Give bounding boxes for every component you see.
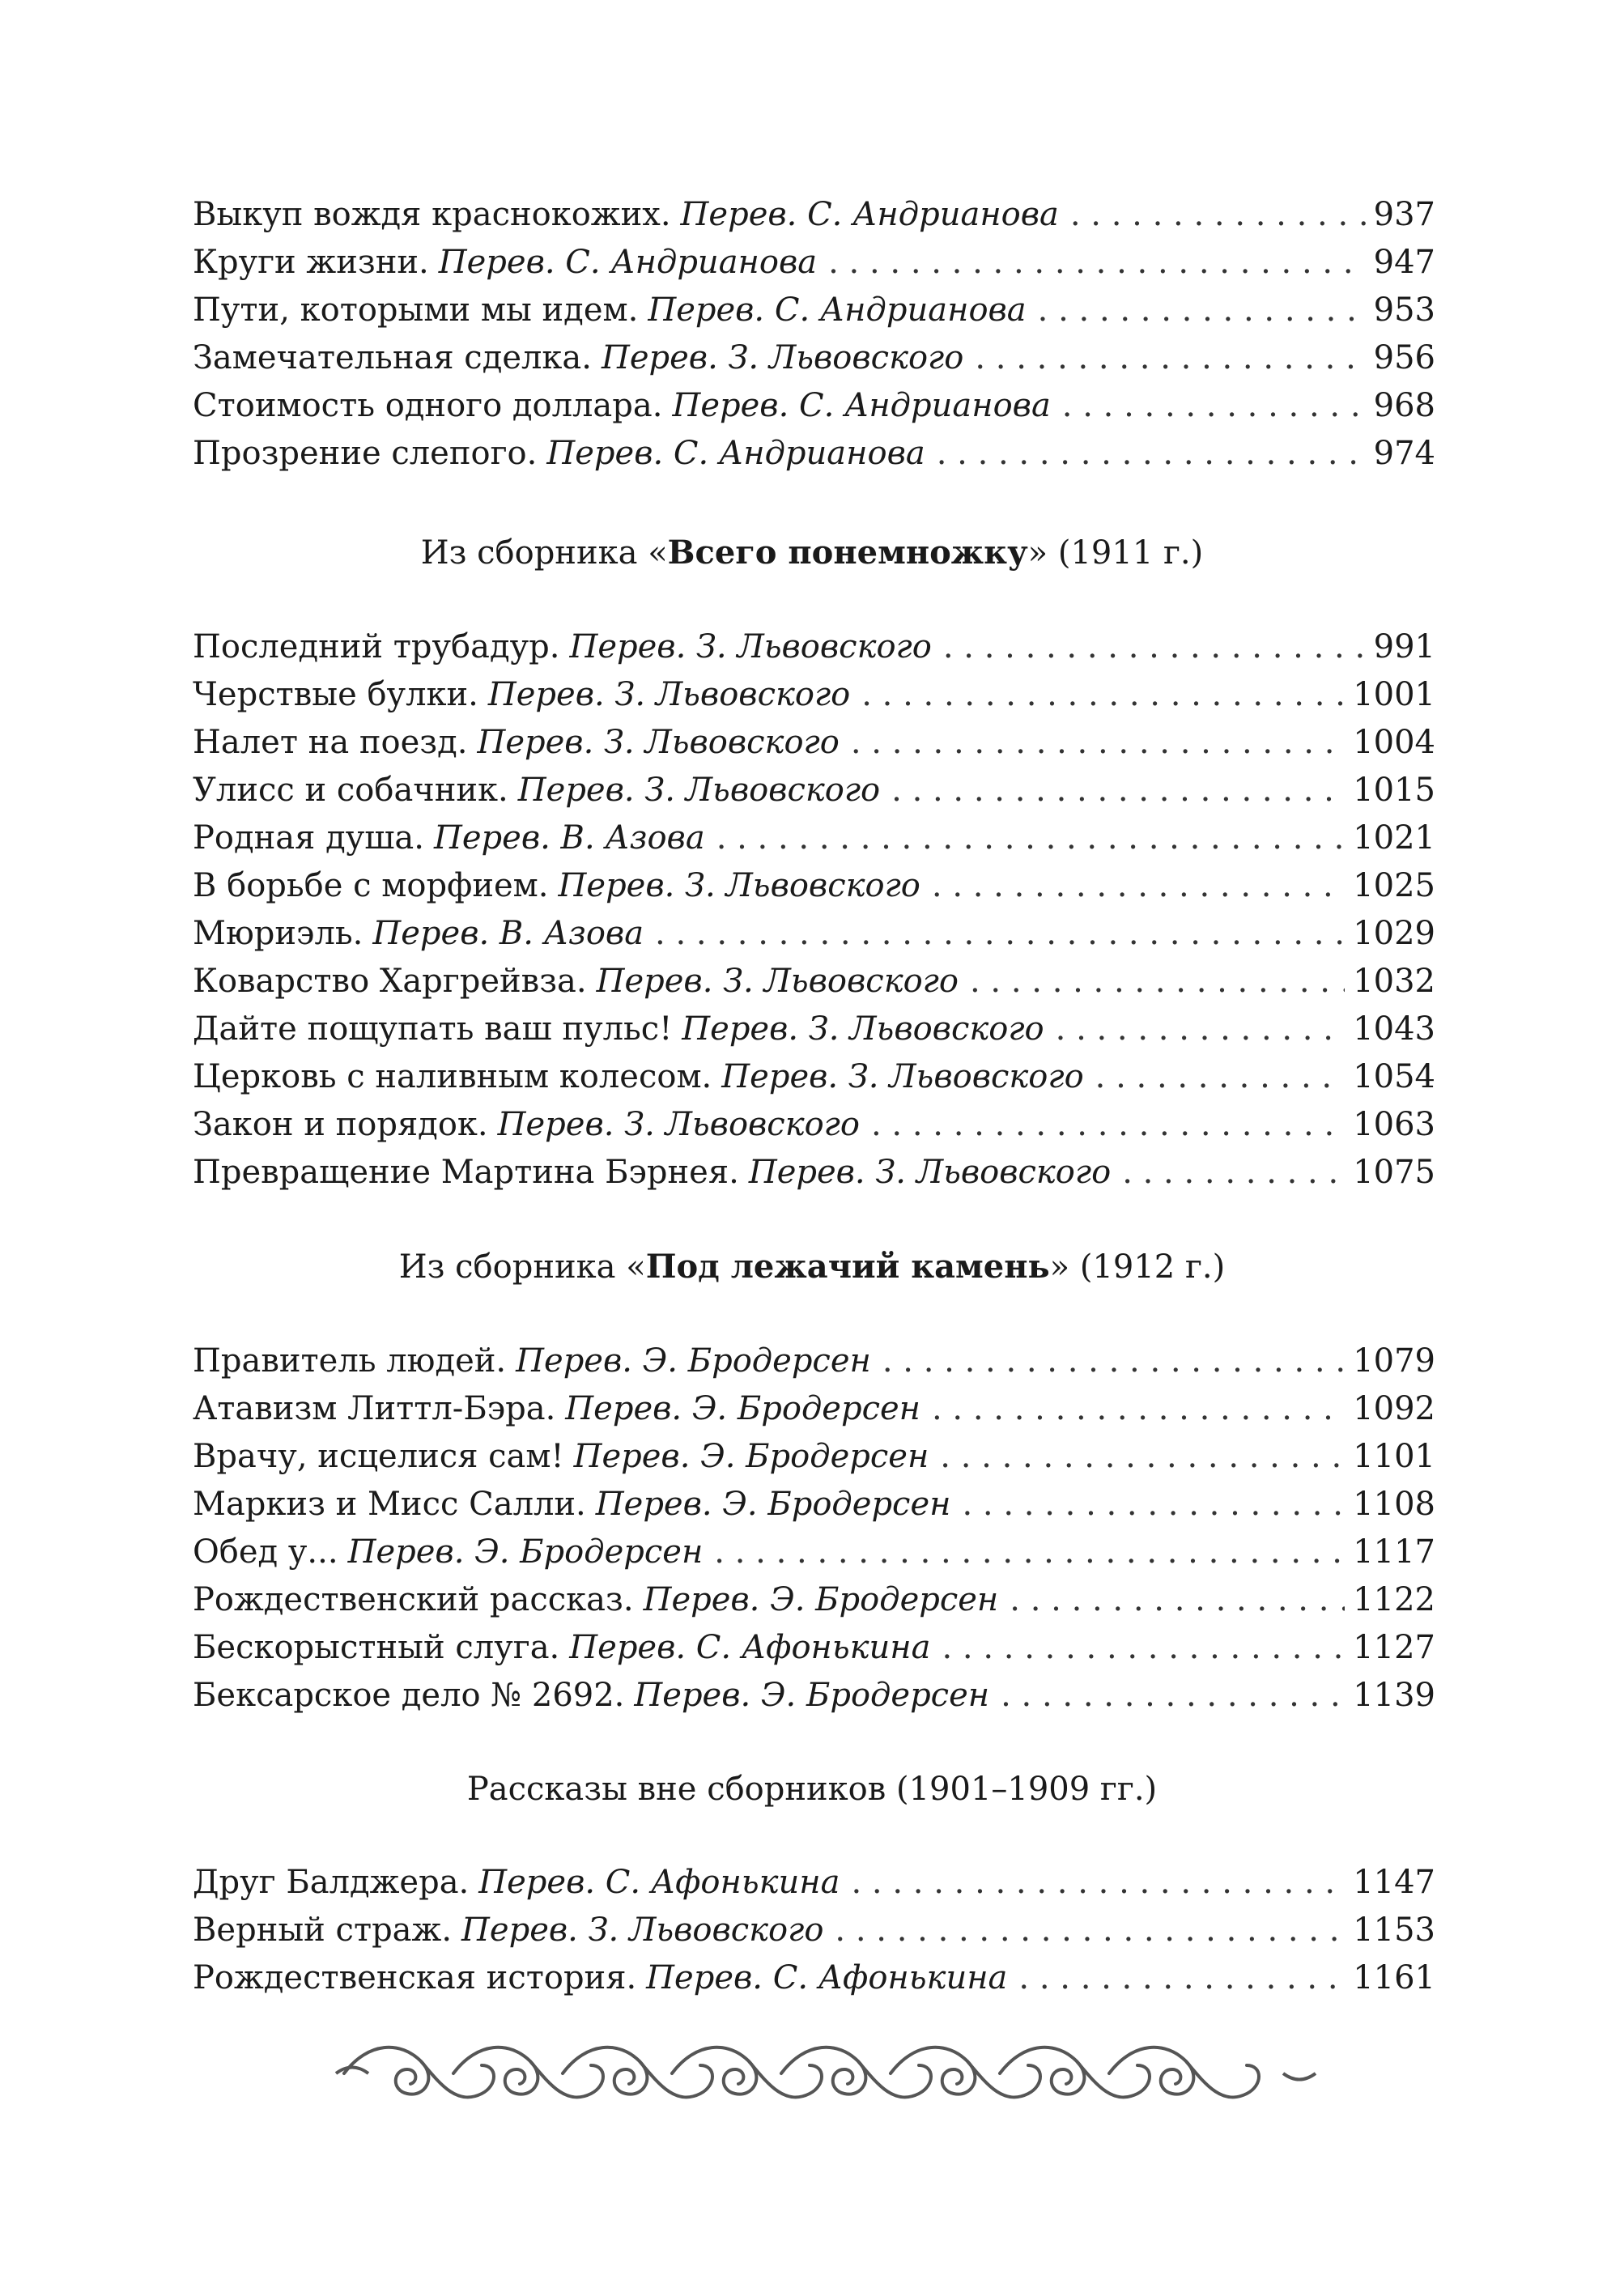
- entry-translator: Перев. З. Львовского: [517, 772, 881, 809]
- entry-translator: Перев. С. Андрианова: [672, 387, 1051, 424]
- entry-title: Прозрение слепого.: [193, 435, 538, 472]
- entry-title: Улисс и собачник.: [193, 772, 508, 809]
- dot-leader: [942, 1624, 1346, 1672]
- entry-page-number: 1147: [1353, 1864, 1435, 1901]
- toc-entry[interactable]: [193, 862, 1435, 910]
- entry-title: Последний трубадур.: [193, 628, 560, 665]
- heading-collection-name: Под лежачий камень: [645, 1248, 1050, 1286]
- entry-title: Коварство Харгрейвза.: [193, 963, 587, 1000]
- toc-entry[interactable]: [193, 191, 1435, 239]
- entry-translator: Перев. С. Андрианова: [438, 244, 818, 281]
- entry-title: В борьбе с морфием.: [193, 867, 549, 904]
- toc-entry[interactable]: [193, 1907, 1435, 1954]
- entry-page-number: 991: [1373, 628, 1435, 665]
- dot-leader: [835, 1907, 1345, 1954]
- entry-title: Церковь с наливным колесом.: [193, 1058, 712, 1095]
- entry-title: Бексарское дело № 2692.: [193, 1677, 625, 1714]
- dot-leader: [1018, 1954, 1345, 2002]
- entry-page-number: 1001: [1353, 676, 1435, 713]
- dot-leader: [828, 239, 1366, 287]
- toc-entry[interactable]: [193, 1576, 1435, 1624]
- entry-page-number: 1015: [1353, 772, 1435, 809]
- entry-page-number: 1153: [1353, 1911, 1435, 1949]
- heading-prefix: Из сборника «: [420, 534, 668, 572]
- entry-page-number: 1127: [1353, 1629, 1435, 1666]
- toc-entry[interactable]: [193, 1433, 1435, 1481]
- entry-translator: Перев. З. Львовского: [682, 1010, 1044, 1048]
- entry-title: Врачу, исцелися сам!: [193, 1438, 564, 1475]
- entry-translator: Перев. С. Андрианова: [546, 435, 925, 472]
- toc-list-block-1: [193, 623, 1435, 1197]
- dot-leader: [1062, 382, 1366, 430]
- heading-suffix: » (1911 г.): [1027, 534, 1204, 572]
- dot-leader: [891, 767, 1345, 814]
- entry-translator: Перев. С. Афонькина: [646, 1959, 1008, 1996]
- entry-page-number: 1043: [1353, 1010, 1435, 1048]
- dot-leader: [1070, 191, 1366, 239]
- entry-translator: Перев. З. Львовского: [487, 676, 851, 713]
- entry-translator: Перев. З. Львовского: [748, 1154, 1112, 1191]
- entry-page-number: 1054: [1353, 1058, 1435, 1095]
- toc-entry[interactable]: [193, 287, 1435, 334]
- dot-leader: [932, 862, 1345, 910]
- entry-translator: Перев. З. Львовского: [477, 724, 840, 761]
- dot-leader: [1095, 1053, 1346, 1101]
- toc-entry[interactable]: [193, 1053, 1435, 1101]
- entry-page-number: 1161: [1353, 1959, 1435, 1996]
- dot-leader: [1001, 1672, 1345, 1720]
- section-heading: [0, 529, 1624, 577]
- dot-leader: [970, 958, 1345, 1006]
- dot-leader: [940, 1433, 1345, 1481]
- entry-title: Превращение Мартина Бэрнея.: [193, 1154, 739, 1191]
- entry-title: Правитель людей.: [193, 1342, 507, 1380]
- dot-leader: [851, 719, 1345, 767]
- entry-translator: Перев. Э. Бродерсен: [347, 1533, 704, 1571]
- entry-translator: Перев. З. Львовского: [497, 1106, 860, 1143]
- entry-page-number: 937: [1373, 196, 1435, 233]
- toc-entry[interactable]: [193, 1954, 1435, 2002]
- toc-list-block-2: [193, 1337, 1435, 1720]
- dot-leader: [714, 1529, 1345, 1576]
- entry-title: Рождественский рассказ.: [193, 1581, 634, 1618]
- toc-entry[interactable]: [193, 767, 1435, 814]
- entry-translator: Перев. С. Афонькина: [478, 1864, 840, 1901]
- heading-prefix: Из сборника «: [398, 1248, 646, 1286]
- toc-entry[interactable]: [193, 958, 1435, 1006]
- entry-page-number: 947: [1373, 244, 1435, 281]
- entry-page-number: 956: [1373, 339, 1435, 376]
- dot-leader: [871, 1101, 1345, 1149]
- entry-title: Пути, которыми мы идем.: [193, 291, 639, 329]
- entry-title: Атавизм Литтл-Бэра.: [193, 1390, 556, 1427]
- section-heading: [0, 1765, 1624, 1814]
- entry-translator: Перев. Э. Бродерсен: [595, 1486, 951, 1523]
- entry-translator: Перев. Э. Бродерсен: [643, 1581, 999, 1618]
- entry-translator: Перев. З. Львовского: [569, 628, 932, 665]
- entry-title: Замечательная сделка.: [193, 339, 592, 376]
- toc-entry[interactable]: [193, 623, 1435, 671]
- toc-entry[interactable]: [193, 910, 1435, 958]
- toc-list-block-3: [193, 1859, 1435, 2002]
- toc-entry[interactable]: [193, 239, 1435, 287]
- dot-leader: [962, 1481, 1345, 1529]
- entry-title: Верный страж.: [193, 1911, 453, 1949]
- toc-entry[interactable]: [193, 719, 1435, 767]
- toc-entry[interactable]: [193, 671, 1435, 719]
- toc-list-block-0: [193, 191, 1435, 478]
- entry-translator: Перев. З. Львовского: [558, 867, 920, 904]
- dot-leader: [1122, 1149, 1345, 1197]
- entry-title: Рождественская история.: [193, 1959, 637, 1996]
- dot-leader: [716, 814, 1346, 862]
- entry-translator: Перев. С. Афонькина: [569, 1629, 931, 1666]
- entry-title: Выкуп вождя краснокожих.: [193, 196, 671, 233]
- entry-translator: Перев. С. Андрианова: [680, 196, 1059, 233]
- entry-page-number: 1108: [1353, 1486, 1435, 1523]
- entry-page-number: 1092: [1353, 1390, 1435, 1427]
- entry-title: Мюриэль.: [193, 915, 363, 952]
- dot-leader: [943, 623, 1366, 671]
- toc-entry[interactable]: [193, 1529, 1435, 1576]
- entry-title: Стоимость одного доллара.: [193, 387, 663, 424]
- heading-suffix: » (1912 г.): [1049, 1248, 1226, 1286]
- toc-entry[interactable]: [193, 1149, 1435, 1197]
- entry-page-number: 953: [1373, 291, 1435, 329]
- toc-entry[interactable]: [193, 814, 1435, 862]
- entry-title: Бескорыстный слуга.: [193, 1629, 560, 1666]
- entry-page-number: 1029: [1353, 915, 1435, 952]
- toc-entry[interactable]: [193, 1006, 1435, 1053]
- entry-translator: Перев. В. Азова: [372, 915, 644, 952]
- entry-title: Дайте пощупать ваш пульс!: [193, 1010, 673, 1048]
- entry-page-number: 1025: [1353, 867, 1435, 904]
- entry-translator: Перев. Э. Бродерсен: [634, 1677, 990, 1714]
- spiral-wave-ornament-icon: [328, 2037, 1324, 2110]
- dot-leader: [851, 1859, 1345, 1907]
- heading-collection-name: Всего понемножку: [667, 534, 1028, 572]
- entry-title: Налет на поезд.: [193, 724, 468, 761]
- entry-translator: Перев. С. Андрианова: [648, 291, 1027, 329]
- entry-page-number: 1004: [1353, 724, 1435, 761]
- entry-page-number: 1021: [1353, 819, 1435, 857]
- entry-page-number: 1139: [1353, 1677, 1435, 1714]
- entry-title: Круги жизни.: [193, 244, 429, 281]
- entry-title: Закон и порядок.: [193, 1106, 488, 1143]
- dot-leader: [861, 671, 1345, 719]
- dot-leader: [882, 1337, 1345, 1385]
- toc-entry[interactable]: [193, 1859, 1435, 1907]
- dot-leader: [932, 1385, 1345, 1433]
- dot-leader: [1038, 287, 1366, 334]
- entry-page-number: 1032: [1353, 963, 1435, 1000]
- entry-page-number: 1122: [1353, 1581, 1435, 1618]
- entry-title: Маркиз и Мисс Салли.: [193, 1486, 586, 1523]
- entry-translator: Перев. Э. Бродерсен: [573, 1438, 929, 1475]
- entry-translator: Перев. З. Львовского: [596, 963, 959, 1000]
- entry-translator: Перев. З. Львовского: [601, 339, 964, 376]
- entry-translator: Перев. З. Львовского: [721, 1058, 1084, 1095]
- heading-prefix: Рассказы вне сборников (1901–1909 гг.): [466, 1771, 1158, 1808]
- toc-entry[interactable]: [193, 1624, 1435, 1672]
- entry-title: Обед у...: [193, 1533, 338, 1571]
- toc-entry[interactable]: [193, 1385, 1435, 1433]
- entry-translator: Перев. В. Азова: [434, 819, 705, 857]
- dot-leader: [655, 910, 1345, 958]
- entry-page-number: 974: [1373, 435, 1435, 472]
- entry-translator: Перев. Э. Бродерсен: [565, 1390, 920, 1427]
- toc-entry[interactable]: [193, 334, 1435, 382]
- dot-leader: [1056, 1006, 1346, 1053]
- dot-leader: [1010, 1576, 1345, 1624]
- toc-entry[interactable]: [193, 430, 1435, 478]
- toc-entry[interactable]: [193, 1101, 1435, 1149]
- toc-entry[interactable]: [193, 382, 1435, 430]
- toc-entry[interactable]: [193, 1481, 1435, 1529]
- entry-title: Друг Балджера.: [193, 1864, 470, 1901]
- toc-entry[interactable]: [193, 1672, 1435, 1720]
- entry-translator: Перев. Э. Бродерсен: [516, 1342, 871, 1380]
- section-heading: [0, 1243, 1624, 1291]
- entry-page-number: 1101: [1353, 1438, 1435, 1475]
- entry-translator: Перев. З. Львовского: [461, 1911, 824, 1949]
- entry-title: Родная душа.: [193, 819, 424, 857]
- entry-page-number: 1075: [1353, 1154, 1435, 1191]
- dot-leader: [975, 334, 1365, 382]
- entry-page-number: 1063: [1353, 1106, 1435, 1143]
- toc-entry[interactable]: [193, 1337, 1435, 1385]
- entry-page-number: 1117: [1353, 1533, 1435, 1571]
- dot-leader: [937, 430, 1366, 478]
- entry-page-number: 968: [1373, 387, 1435, 424]
- entry-page-number: 1079: [1353, 1342, 1435, 1380]
- entry-title: Черствые булки.: [193, 676, 478, 713]
